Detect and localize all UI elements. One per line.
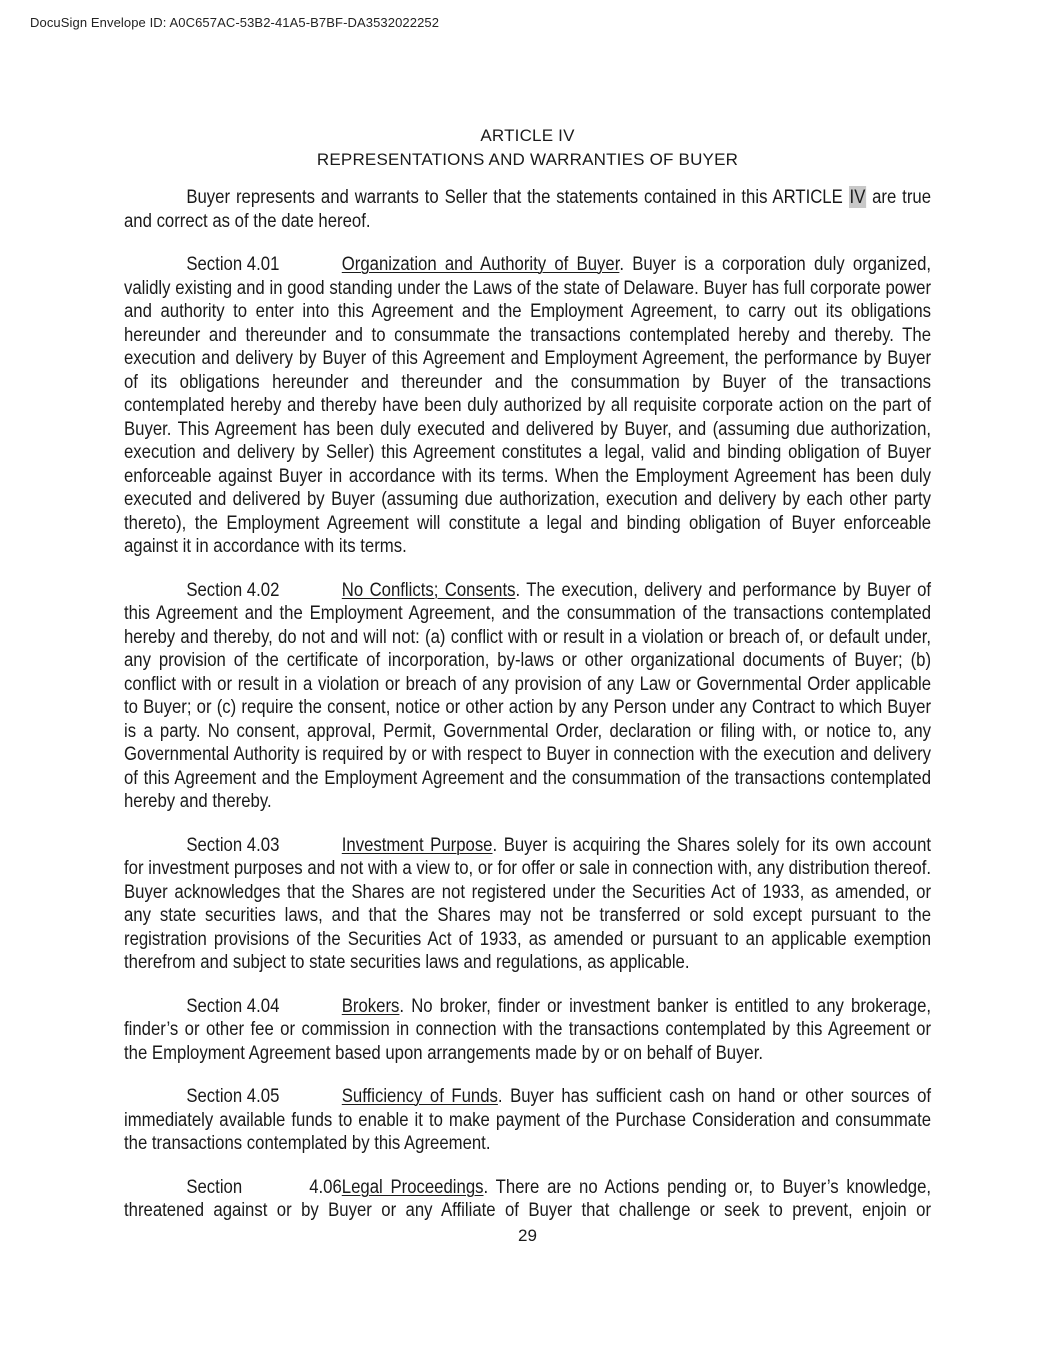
section-4-03 [124,834,931,975]
article-heading [124,124,931,172]
page-number: 29 [518,1226,537,1245]
section-body: . The execution, delivery and performance by Buyer of this Agreement and the Employment Agreement, and the consummation of the transactions contemplated hereby and thereby, do not and will not: (a) conflict with or result in a violation or breach of, or default under, any provision of the certificate of incorporation, by-laws or other organizational documents of Buyer; (b) conflict with or result in a violation or breach of any provision of any Law or Governmental Order applicable to Buyer; or (c) require the consent, notice or other action by any Person under any Contract to which Buyer is a party. No consent, approval, Permit, Governmental Order, declaration or filing with, or notice to, any Governmental Authority is required by or with respect to Buyer in connection with the execution and delivery of this Agreement and the Employment Agreement and the consummation of the transactions contemplated hereby and thereby. [124,578,932,812]
article-title: REPRESENTATIONS AND WARRANTIES OF BUYER [316,150,739,169]
section-number: Section 4.06 [186,1175,342,1198]
section-body: . Buyer is a corporation duly organized, validly existing and in good standing under the Laws of the state of Delaware. Buyer has full corporate power and authority to enter into this Agreement and the Employment Agreement, to carry out its obligations hereunder and thereunder and to consummate the transactions contemplated hereby and thereby. The execution and delivery by Buyer of this Agreement and Employment Agreement, the performance by Buyer of its obligations hereunder and thereunder and the consummation by Buyer of the transactions contemplated hereby and thereby have been duly authorized by all requisite corporate action on the part of Buyer. This Agreement has been duly executed and delivered by Buyer, and (assuming due authorization, execution and delivery by Seller) this Agreement constitutes a legal, valid and binding obligation of Buyer enforceable against Buyer in accordance with its terms. When the Employment Agreement has been duly executed and delivered by Buyer (assuming due authorization, execution and delivery by each other party thereto), the Employment Agreement will constitute a legal and binding obligation of Buyer enforceable against it in accordance with its terms. [124,253,932,557]
section-body: . Buyer is acquiring the Shares solely for its own account for investment purposes and not with a view to, or for offer or sale in connection with, any distribution thereof. Buyer acknowledges that the Shares are not registered under the Securities Act of 1933, as amended, or any state securities laws, and that the Shares may not be transferred or sold except pursuant to the registration provisions of the Securities Act of 1933, as amended or pursuant to an applicable exemption therefrom and subject to state securities laws and regulations, as applicable. [124,833,932,973]
section-body: . Buyer has sufficient cash on hand or other sources of immediately available funds to enable it to make payment of the Purchase Consideration and consummate the transactions contemplated by this Agreement. [124,1085,932,1154]
article-reference: ARTICLE [772,186,843,208]
article-body [124,186,931,1223]
article-number: ARTICLE IV [480,126,575,145]
section-4-04 [124,995,931,1066]
intro-text-after: are true and correct as of the date hereof. [124,186,932,232]
document-page [124,124,931,1223]
section-4-05 [124,1085,931,1156]
section-title: Brokers [341,994,400,1017]
section-4-02 [124,579,931,814]
docusign-envelope-id: DocuSign Envelope ID: A0C657AC-53B2-41A5-B7BF-DA3532022252 [30,15,440,30]
section-title: No Conflicts; Consents [341,578,516,601]
section-body: . No broker, finder or investment banker is entitled to any brokerage, finder’s or other fee or commission in connection with the transactions contemplated by this Agreement or the Employment Agreement based upon arrangements made by or on behalf of Buyer. [124,994,932,1064]
article-intro-paragraph [124,186,931,233]
section-title: Investment Purpose [341,833,493,856]
section-body: . There are no Actions pending or, to Buyer’s knowledge, threatened against or by Buyer or any Affiliate of Buyer that challenge or seek to prevent, enjoin or [124,1175,932,1221]
section-4-06 [124,1176,931,1223]
intro-text-before: Buyer represents and warrants to Seller that the statements contained in this [186,186,773,208]
section-number: Section 4.01 [186,253,280,275]
highlighted-article-reference: IV [849,186,866,208]
section-4-01 [124,253,931,559]
section-number: Section 4.04 [186,994,280,1017]
section-number: Section 4.02 [186,578,280,601]
section-title: Legal Proceedings [341,1175,484,1198]
section-number: Section 4.03 [186,833,280,856]
section-title: Organization and Authority of Buyer [341,253,620,275]
section-title: Sufficiency of Funds [341,1085,498,1107]
section-number: Section 4.05 [186,1085,280,1107]
